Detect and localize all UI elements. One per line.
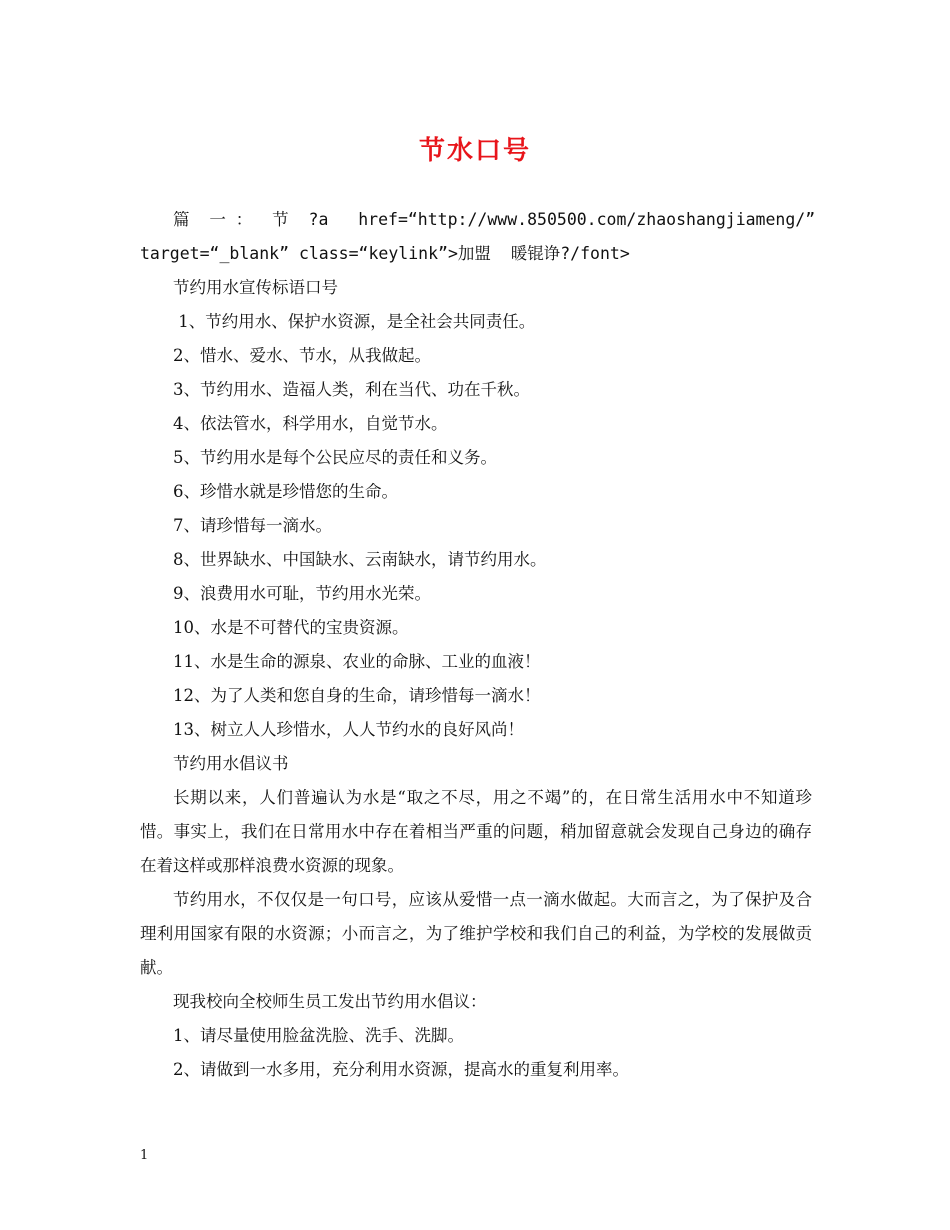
paragraph: 节约用水，不仅仅是一句口号，应该从爱惜一点一滴水做起。大而言之，为了保护及合理利用国家有限的水资源；小而言之，为了维护学校和我们自己的利益，为学校的发展做贡献。 (140, 890, 812, 977)
paragraph: 2、请做到一水多用，充分利用水资源，提高水的重复利用率。 (173, 1060, 629, 1079)
slogan-item: 2、惜水、爱水、节水，从我做起。 (173, 346, 431, 365)
slogan-item: 8、世界缺水、中国缺水、云南缺水，请节约用水。 (173, 550, 547, 569)
slogan-item: 1、节约用水、保护水资源，是全社会共同责任。 (173, 312, 536, 331)
paragraph: 1、请尽量使用脸盆洗脸、洗手、洗脚。 (173, 1026, 464, 1045)
slogan-item: 5、节约用水是每个公民应尽的责任和义务。 (173, 448, 497, 467)
section-heading-proposal: 节约用水倡议书 (173, 754, 289, 773)
paragraph: 长期以来，人们普遍认为水是“取之不尽，用之不竭”的，在日常生活用水中不知道珍惜。事实上，我们在日常用水中存在着相当严重的问题，稍加留意就会发现自己身边的确存在着这样或那样浪费水资源的现象。 (140, 788, 812, 875)
section-heading-slogans: 节约用水宣传标语口号 (173, 278, 338, 297)
page-number: 1 (140, 1148, 149, 1163)
slogan-item: 3、节约用水、造福人类，利在当代、功在千秋。 (173, 380, 530, 399)
header-line-2: target=“_blank” class=“keylink”>加盟 暖锟诤?/font> (140, 244, 630, 263)
slogan-item: 7、请珍惜每一滴水。 (173, 516, 332, 535)
slogan-item: 11、水是生命的源泉、农业的命脉、工业的血液！ (173, 652, 541, 671)
slogan-item: 13、树立人人珍惜水，人人节约水的良好风尚！ (173, 720, 524, 739)
paragraph: 现我校向全校师生员工发出节约用水倡议： (173, 992, 487, 1011)
document-title: 节水口号 (418, 136, 531, 166)
slogan-item: 12、为了人类和您自身的生命，请珍惜每一滴水！ (173, 686, 541, 705)
slogan-item: 9、浪费用水可耻，节约用水光荣。 (173, 584, 431, 603)
slogan-item: 4、依法管水，科学用水，自觉节水。 (173, 414, 448, 433)
slogan-item: 6、珍惜水就是珍惜您的生命。 (173, 482, 398, 501)
slogan-list (140, 305, 812, 747)
slogan-item: 10、水是不可替代的宝贵资源。 (173, 618, 409, 637)
header-line-1: 篇 一 ： 节 ?a href=“http://www.850500.com/zhaoshangjiameng/” (173, 210, 816, 229)
document-body (140, 203, 816, 1087)
